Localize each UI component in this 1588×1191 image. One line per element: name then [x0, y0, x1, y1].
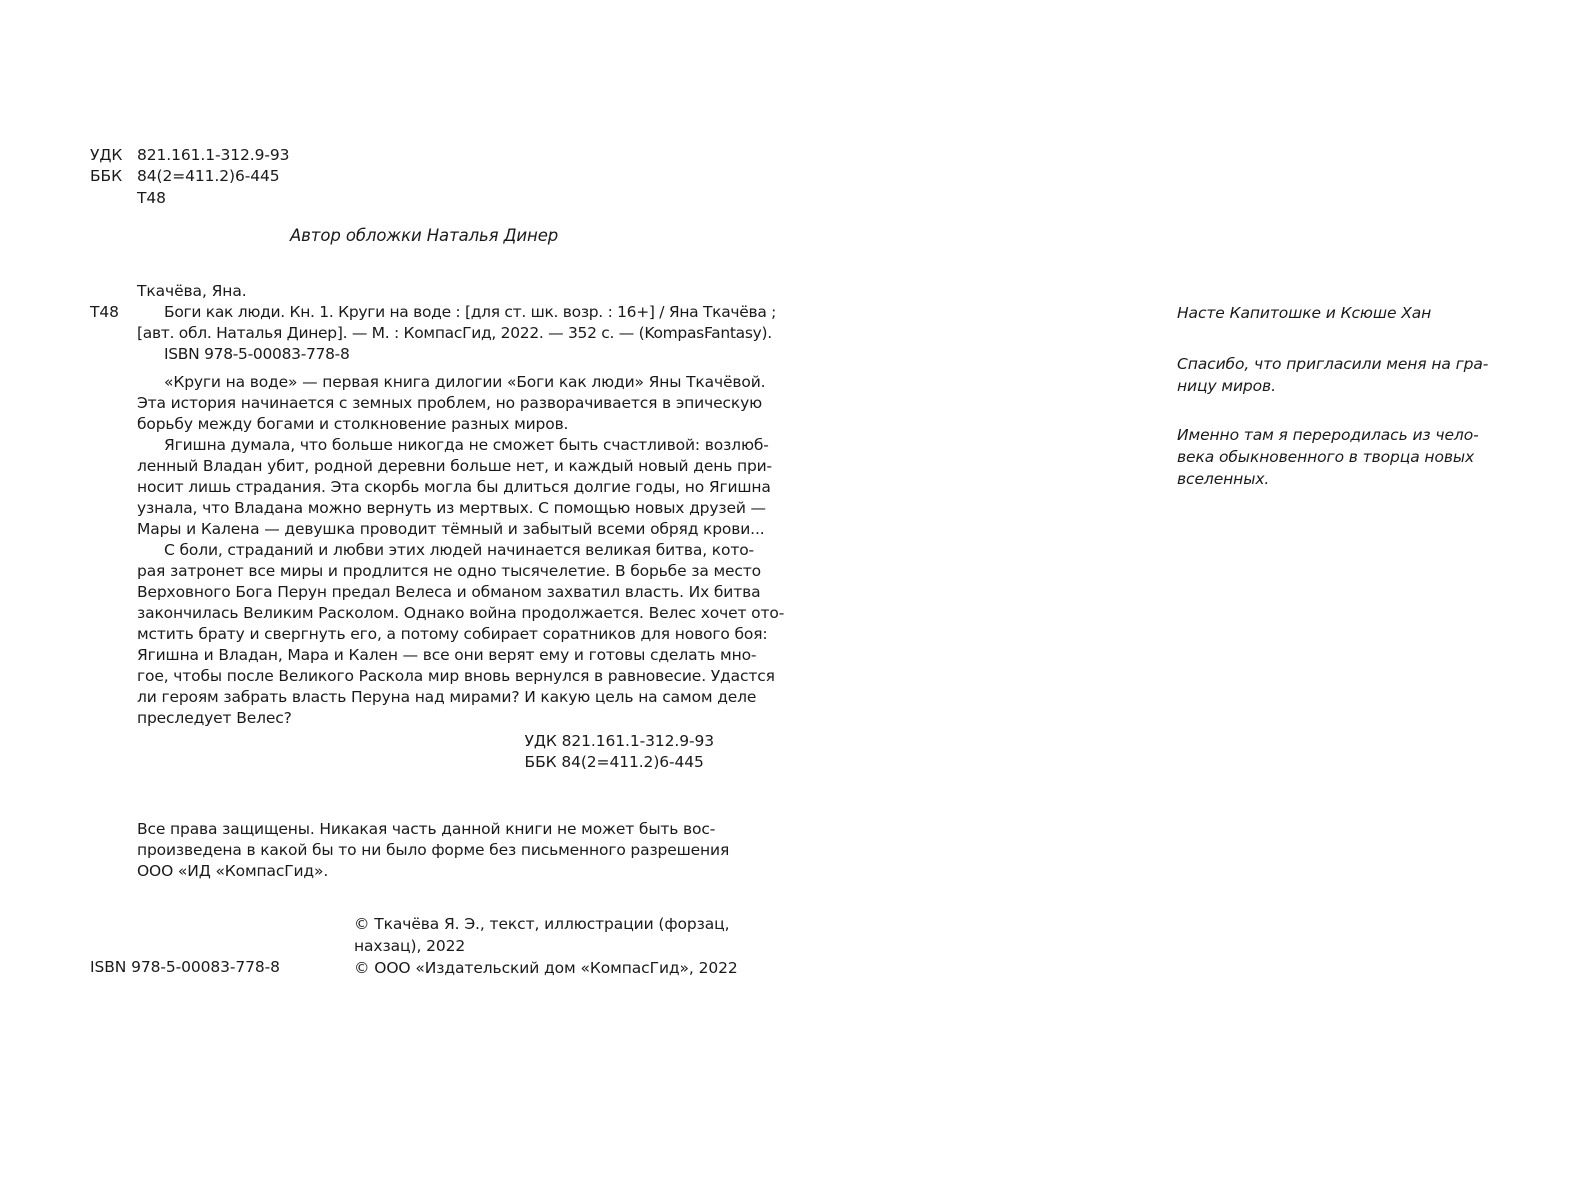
- bibliographic-line: Боги как люди. Кн. 1. Круги на воде : [для ст. шк. возр. : 16+] / Яна Ткачёва ;: [164, 303, 777, 321]
- annotation-line: преследует Велес?: [137, 709, 292, 727]
- thanks-line: Спасибо, что пригласили меня на гра-: [1177, 355, 1489, 373]
- udk-label: УДК: [90, 146, 123, 164]
- thanks-line: вселенных.: [1177, 470, 1270, 488]
- dedication: Насте Капитошке и Ксюше Хан: [1177, 304, 1432, 322]
- author-heading: Ткачёва, Яна.: [137, 282, 247, 300]
- annotation-line: ли героям забрать власть Перуна над мирами? И какую цель на самом деле: [137, 688, 757, 706]
- annotation-line: Эта история начинается с земных проблем, но разворачивается в эпическую: [137, 394, 762, 412]
- annotation-line: рая затронет все миры и продлится не одно тысячелетие. В борьбе за место: [137, 562, 761, 580]
- annotation-line: С боли, страданий и любви этих людей начинается великая битва, кото-: [164, 541, 755, 559]
- annotation-line: Ягишна и Владан, Мара и Кален — все они верят ему и готовы сделать мно-: [137, 646, 757, 664]
- annotation-line: Ягишна думала, что больше никогда не сможет быть счастливой: возлюб-: [164, 436, 769, 454]
- annotation-line: носит лишь страдания. Эта скорбь могла бы длиться долгие годы, но Ягишна: [137, 478, 771, 496]
- thanks-line: века обыкновенного в творца новых: [1177, 448, 1475, 466]
- isbn-record: ISBN 978-5-00083-778-8: [164, 345, 350, 363]
- annotation-line: ленный Владан убит, родной деревни больше нет, и каждый новый день при-: [137, 457, 772, 475]
- rights-line: ООО «ИД «КомпасГид».: [137, 862, 329, 880]
- thanks-line: Именно там я переродилась из чело-: [1177, 426, 1479, 444]
- rights-line: Все права защищены. Никакая часть данной книги не может быть вос-: [137, 820, 716, 838]
- copyright-line: нахзац), 2022: [354, 937, 466, 955]
- udk-value: 821.161.1-312.9-93: [137, 146, 290, 164]
- thanks-paragraph-2: [1177, 424, 1479, 490]
- annotation-line: «Круги на воде» — первая книга дилогии «Боги как люди» Яны Ткачёвой.: [164, 373, 766, 391]
- cover-credit: Автор обложки Наталья Динер: [290, 226, 559, 245]
- annotation-line: узнала, что Владана можно вернуть из мертвых. С помощью новых друзей —: [137, 499, 766, 517]
- annotation-line: Мары и Калена — девушка проводит тёмный и забытый всеми обряд крови...: [137, 520, 765, 538]
- isbn-bottom: ISBN 978-5-00083-778-8: [90, 958, 280, 976]
- annotation-line: гое, чтобы после Великого Раскола мир вновь вернулся в равновесие. Удастся: [137, 667, 775, 685]
- annotation-line: закончилась Великим Расколом. Однако война продолжается. Велес хочет ото-: [137, 604, 785, 622]
- annotation-line: Верховного Бога Перун предал Велеса и обманом захватил власть. Их битва: [137, 583, 761, 601]
- index-udk: УДК 821.161.1-312.9-93: [524, 732, 714, 750]
- rights-line: произведена в какой бы то ни было форме без письменного разрешения: [137, 841, 730, 859]
- index-bbk: ББК 84(2=411.2)6-445: [524, 753, 704, 772]
- annotation-line: борьбу между богами и столкновение разных миров.: [137, 415, 569, 433]
- thanks-line: ницу миров.: [1177, 377, 1276, 395]
- bibliographic-record: [137, 302, 777, 365]
- bbk-value: 84(2=411.2)6-445: [137, 167, 280, 185]
- index-block: [525, 731, 714, 773]
- annotation-line: мстить брату и свергнуть его, а потому собирает соратников для нового боя:: [137, 625, 768, 643]
- thanks-paragraph-1: [1177, 353, 1488, 397]
- author-mark-side: Т48: [90, 303, 119, 321]
- bbk-label: ББК: [90, 167, 122, 185]
- copyright-block: [354, 913, 738, 979]
- annotation: [137, 372, 785, 729]
- bibliographic-line: [авт. обл. Наталья Динер]. — М. : КомпасГид, 2022. — 352 с. — (KompasFantasy).: [137, 324, 772, 342]
- rights-notice: [137, 819, 730, 882]
- copyright-line: © ООО «Издательский дом «КомпасГид», 2022: [354, 959, 738, 977]
- author-mark: Т48: [137, 189, 166, 207]
- copyright-line: © Ткачёва Я. Э., текст, иллюстрации (форзац,: [354, 915, 730, 933]
